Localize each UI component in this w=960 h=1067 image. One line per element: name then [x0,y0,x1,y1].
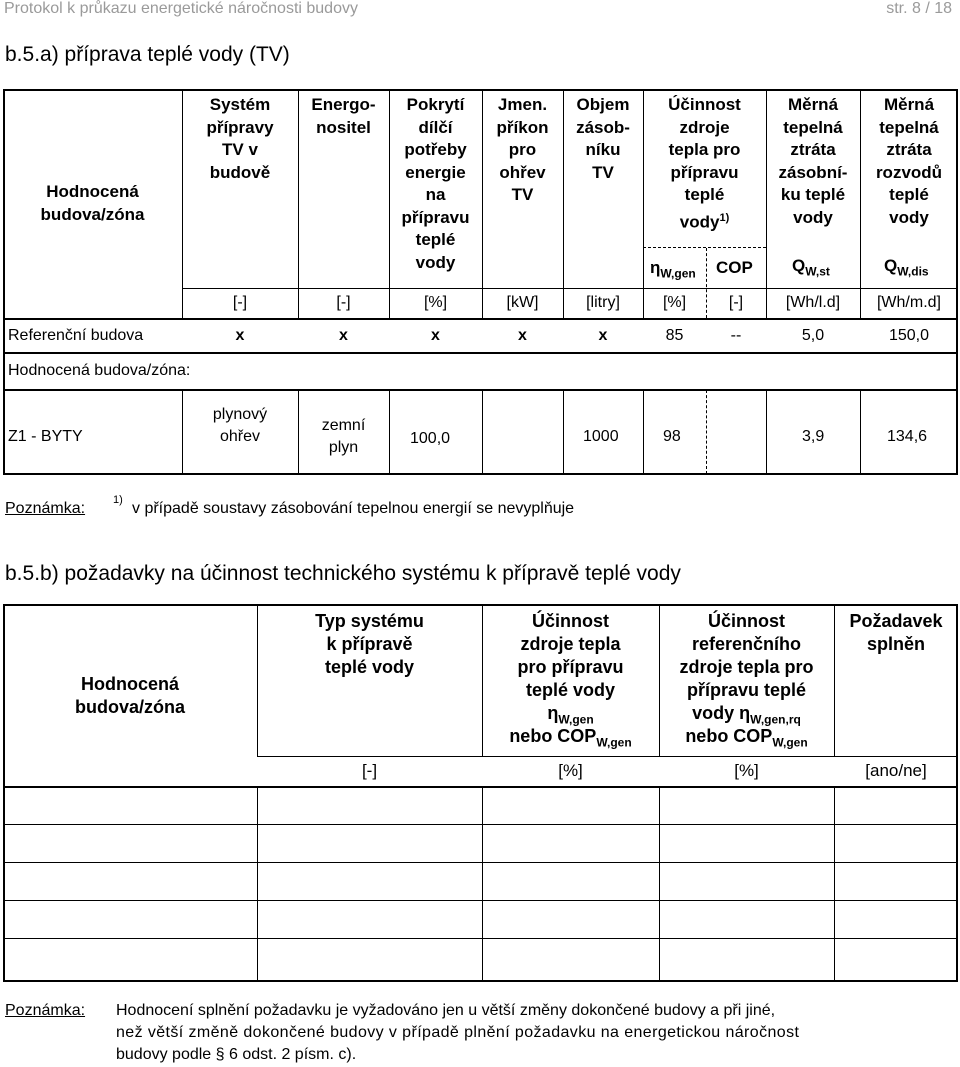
column-header-efficiency: Účinnost zdroje tepla pro přípravu teplé vody$^{1)}$ [668,95,741,232]
footnote-marker: 1) [719,211,730,224]
column-header-distribution-loss: Měrná tepelná ztráta rozvodů teplé vody [875,95,943,227]
column-header-system: Systém přípravy TV v budově [206,95,274,182]
table-divider-dashed [706,390,707,474]
reference-cell: x [598,327,608,344]
table-divider [860,390,861,474]
note-b-line-1: Hodnocení splnění požadavku je vyžadováno jen u větší změny dokončené budovy a při jiné, [116,1002,776,1019]
table-divider [3,824,958,825]
eta-symbol: $\eta_{W,gen}$ [650,258,696,281]
note-b-line-3: budovy podle § 6 odst. 2 písm. c). [116,1046,357,1063]
table-divider [834,787,835,981]
note-a-label: Poznámka: [5,500,86,517]
unit-cell: [%] [423,294,448,311]
reference-cell: x [518,327,527,344]
reference-cell: x [235,327,245,344]
section-a-title: b.5.a) příprava teplé vody (TV) [5,43,290,66]
table-divider [766,390,767,474]
table-divider-dashed [643,247,766,248]
section-b-title: b.5.b) požadavky na účinnost technického systému k přípravě teplé vody [5,562,681,585]
note-a-text: v případě soustavy zásobování tepelnou energií se nevyplňuje [132,500,575,517]
document-title: Protokol k průkazu energetické náročnosti budovy [4,0,358,17]
table-divider [563,390,564,474]
column-header-storage-loss: Měrná tepelná ztráta zásobní- ku teplé vody [778,95,848,227]
table-divider [659,787,660,981]
unit-cell: [-] [361,761,378,780]
table-divider [3,318,958,320]
q-dis-symbol: $Q_{W,dis}$ [884,256,929,279]
column-header-efficiency: Účinnost zdroje tepla pro přípravu teplé vody [517,611,624,700]
column-header-zone: Hodnocená budova/zóna [40,182,145,224]
reference-cell: 150,0 [888,327,930,344]
column-header-reference-efficiency: Účinnost referenčního zdroje tepla pro přípravu teplé [679,611,814,700]
table-divider [643,390,644,474]
column-header-power: Jmen. příkon pro ohřev TV [496,95,549,204]
evaluated-zone-subheader: Hodnocená budova/zóna: [8,362,191,379]
zone-system: plynový ohřev [212,406,268,445]
column-header-zone: Hodnocená budova/zóna [74,674,185,717]
column-header-volume: Objem zásob- níku TV [576,95,630,182]
reference-cell: -- [730,327,742,344]
unit-cell: [litry] [586,294,620,311]
note-b-label: Poznámka: [5,1002,86,1019]
table-divider [257,787,258,981]
zone-storage-loss: 3,9 [802,428,825,445]
efficiency-eta-symbol: $\eta_{W,gen}$ [547,703,594,727]
zone-coverage: 100,0 [410,430,451,447]
zone-distribution-loss: 134,6 [887,428,928,445]
reference-building-label: Referenční budova [8,327,144,344]
zone-efficiency: 98 [663,428,681,445]
reference-cell: x [431,327,440,344]
unit-cell: [%] [734,761,759,780]
unit-cell: [Wh/m.d] [876,294,941,311]
zone-label: Z1 - BYTY [8,428,83,445]
unit-cell: [ano/ne] [865,761,927,780]
table-divider [257,756,958,757]
zone-volume: 1000 [583,428,619,445]
table-divider [3,900,958,901]
unit-cell: [%] [662,294,687,311]
unit-cell: [%] [558,761,583,780]
table-divider [3,938,958,939]
table-divider [389,390,390,474]
note-b-line-2: než větší změně dokončené budovy v případě plnění požadavku na energetickou náročnost [116,1024,800,1041]
reference-cell: 5,0 [801,327,825,344]
cop-symbol: COP [716,258,753,277]
table-divider [3,352,958,354]
reference-cell: 85 [665,327,684,344]
table-divider [3,786,958,788]
note-a-footnote: 1) [113,494,123,506]
page-number: str. 8 / 18 [886,0,952,17]
table-divider [482,390,483,474]
table-divider [3,862,958,863]
column-header-carrier: Energo- nositel [311,95,376,137]
table-divider [3,389,958,391]
efficiency-cop-symbol: nebo $COP_{W,gen}$ [509,726,632,750]
unit-cell: [-] [232,294,248,311]
table-divider [182,288,958,289]
column-header-coverage: Pokrytí dílčí potřeby energie na přípravu teplé vody [401,95,470,272]
table-divider [482,787,483,981]
q-st-symbol: $Q_{W,st}$ [792,256,830,279]
reference-cell: x [339,327,348,344]
reference-cop-symbol: nebo $COP_{W,gen}$ [685,726,808,750]
unit-cell: [-] [336,294,351,311]
unit-cell: [-] [728,294,744,311]
unit-cell: [Wh/l.d] [785,294,841,311]
column-header-system-type: Typ systému k přípravě teplé vody [315,611,424,677]
zone-carrier: zemní plyn [321,417,366,456]
unit-cell: [kW] [506,294,539,311]
reference-eta-symbol: vody $\eta_{W,gen,rq}$ [692,703,801,727]
column-header-requirement: Požadavek splněn [849,611,943,654]
